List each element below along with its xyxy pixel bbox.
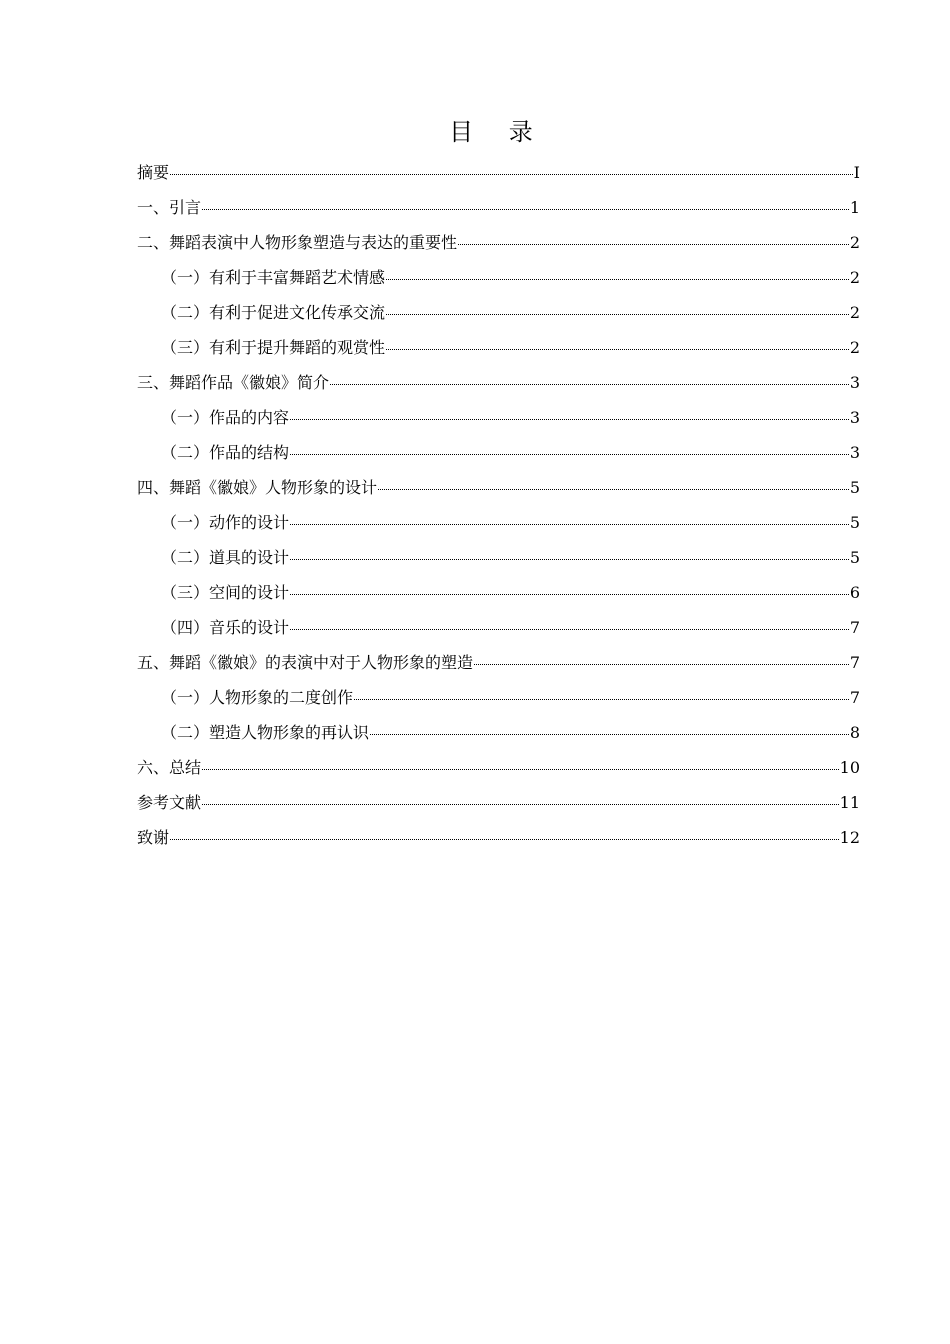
toc-entry-text: 六、总结 bbox=[137, 758, 202, 777]
toc-dot-leader bbox=[386, 278, 849, 280]
toc-dot-leader bbox=[170, 838, 839, 840]
toc-entry-page: 3 bbox=[849, 443, 860, 462]
toc-subentry[interactable] bbox=[137, 680, 860, 715]
toc-dot-leader bbox=[290, 558, 849, 560]
toc-entry-page: 7 bbox=[849, 618, 860, 637]
toc-entry-page: 5 bbox=[849, 478, 860, 497]
toc-entry-page: 8 bbox=[849, 723, 860, 742]
toc-entry-text: （一）作品的内容 bbox=[161, 408, 290, 427]
toc-entry-page: 6 bbox=[849, 583, 860, 602]
toc-title: 目 录 bbox=[449, 118, 547, 146]
toc-entry[interactable] bbox=[137, 225, 860, 260]
toc-dot-leader bbox=[202, 768, 839, 770]
toc-entry-page: 5 bbox=[849, 548, 860, 567]
toc-entry[interactable] bbox=[137, 750, 860, 785]
toc-entry-page: 11 bbox=[839, 793, 860, 812]
toc-entry-text: 致谢 bbox=[137, 828, 170, 847]
toc-dot-leader bbox=[170, 173, 853, 175]
toc-dot-leader bbox=[386, 313, 849, 315]
toc-list bbox=[137, 155, 860, 855]
toc-subentry[interactable] bbox=[137, 575, 860, 610]
toc-entry-page: 3 bbox=[849, 373, 860, 392]
toc-entry-page: 3 bbox=[849, 408, 860, 427]
toc-entry-text: 三、舞蹈作品《徽娘》简介 bbox=[137, 373, 330, 392]
toc-entry[interactable] bbox=[137, 470, 860, 505]
toc-entry-text: 四、舞蹈《徽娘》人物形象的设计 bbox=[137, 478, 378, 497]
toc-entry-text: （二）塑造人物形象的再认识 bbox=[161, 723, 370, 742]
toc-entry-page: 7 bbox=[849, 688, 860, 707]
toc-subentry[interactable] bbox=[137, 715, 860, 750]
toc-entry[interactable] bbox=[137, 190, 860, 225]
toc-entry-page: 2 bbox=[849, 303, 860, 322]
toc-subentry[interactable] bbox=[137, 540, 860, 575]
toc-entry-text: 二、舞蹈表演中人物形象塑造与表达的重要性 bbox=[137, 233, 458, 252]
toc-dot-leader bbox=[290, 453, 849, 455]
toc-subentry[interactable] bbox=[137, 400, 860, 435]
toc-dot-leader bbox=[290, 418, 849, 420]
toc-subentry[interactable] bbox=[137, 610, 860, 645]
toc-entry-text: （一）有利于丰富舞蹈艺术情感 bbox=[161, 268, 386, 287]
toc-entry[interactable] bbox=[137, 155, 860, 190]
toc-entry-text: （一）人物形象的二度创作 bbox=[161, 688, 354, 707]
toc-entry-text: （三）空间的设计 bbox=[161, 583, 290, 602]
toc-entry-page: 7 bbox=[849, 653, 860, 672]
toc-entry[interactable] bbox=[137, 365, 860, 400]
toc-subentry[interactable] bbox=[137, 330, 860, 365]
toc-entry-page: 12 bbox=[839, 828, 860, 847]
toc-entry-text: 参考文献 bbox=[137, 793, 202, 812]
toc-subentry[interactable] bbox=[137, 260, 860, 295]
toc-subentry[interactable] bbox=[137, 435, 860, 470]
toc-subentry[interactable] bbox=[137, 295, 860, 330]
toc-entry-text: （二）作品的结构 bbox=[161, 443, 290, 462]
toc-entry[interactable] bbox=[137, 785, 860, 820]
toc-entry[interactable] bbox=[137, 820, 860, 855]
toc-entry-text: （四）音乐的设计 bbox=[161, 618, 290, 637]
toc-dot-leader bbox=[354, 698, 849, 700]
toc-dot-leader bbox=[370, 733, 849, 735]
toc-dot-leader bbox=[458, 243, 849, 245]
toc-entry-text: 摘要 bbox=[137, 163, 170, 182]
toc-subentry[interactable] bbox=[137, 505, 860, 540]
toc-entry-page: 2 bbox=[849, 338, 860, 357]
toc-entry-page: 2 bbox=[849, 268, 860, 287]
toc-dot-leader bbox=[290, 593, 849, 595]
toc-dot-leader bbox=[378, 488, 849, 490]
toc-entry-text: 一、引言 bbox=[137, 198, 202, 217]
toc-entry[interactable] bbox=[137, 645, 860, 680]
toc-entry-page: 2 bbox=[849, 233, 860, 252]
toc-entry-page: 1 bbox=[849, 198, 860, 217]
toc-entry-page: 10 bbox=[839, 758, 860, 777]
toc-dot-leader bbox=[290, 523, 849, 525]
toc-entry-text: （一）动作的设计 bbox=[161, 513, 290, 532]
toc-dot-leader bbox=[290, 628, 849, 630]
toc-dot-leader bbox=[386, 348, 849, 350]
toc-dot-leader bbox=[474, 663, 849, 665]
toc-entry-text: 五、舞蹈《徽娘》的表演中对于人物形象的塑造 bbox=[137, 653, 474, 672]
toc-entry-text: （二）有利于促进文化传承交流 bbox=[161, 303, 386, 322]
toc-entry-text: （三）有利于提升舞蹈的观赏性 bbox=[161, 338, 386, 357]
toc-entry-page: 5 bbox=[849, 513, 860, 532]
toc-dot-leader bbox=[202, 803, 839, 805]
toc-entry-page: I bbox=[853, 163, 860, 182]
toc-dot-leader bbox=[330, 383, 849, 385]
toc-dot-leader bbox=[202, 208, 849, 210]
toc-entry-text: （二）道具的设计 bbox=[161, 548, 290, 567]
